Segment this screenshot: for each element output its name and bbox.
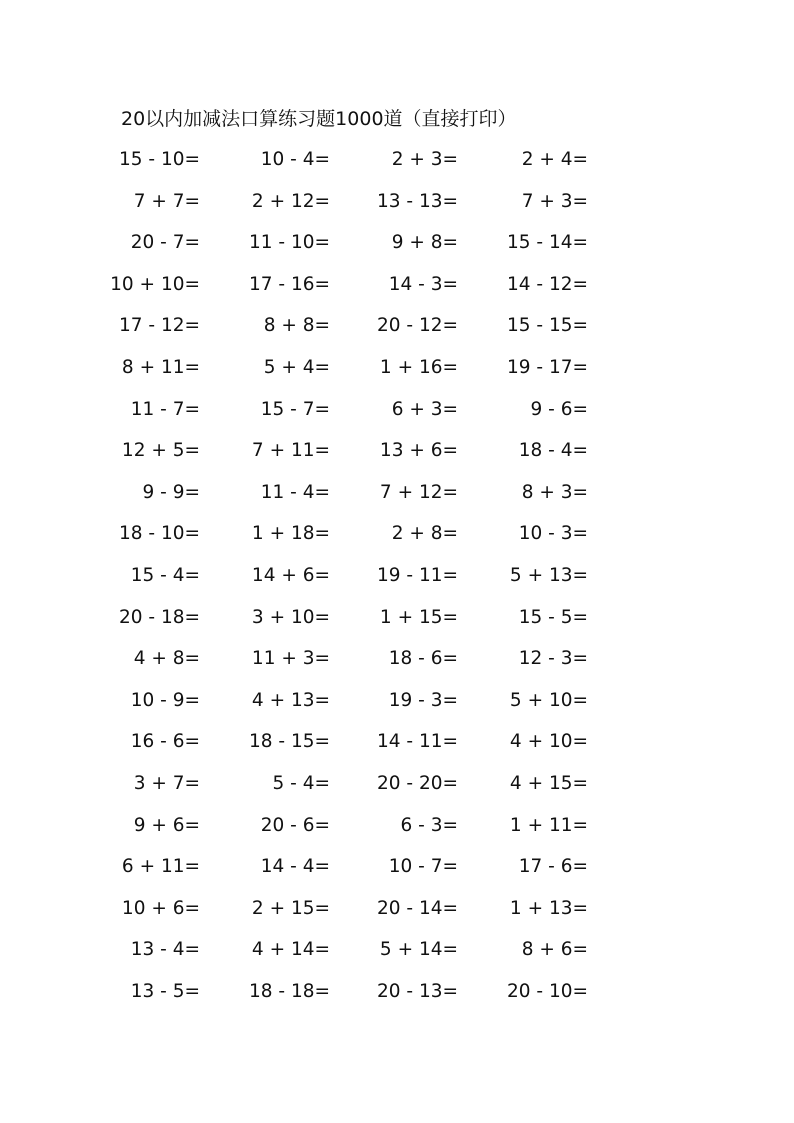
problem-item: 4 + 14= [251, 939, 330, 961]
problem-item: 4 + 10= [509, 731, 588, 753]
problem-item: 5 + 13= [509, 564, 588, 586]
problem-item: 11 + 3= [251, 648, 330, 670]
problem-item: 13 - 5= [130, 980, 200, 1002]
problem-item: 10 - 3= [518, 523, 588, 545]
problem-item: 3 + 10= [251, 606, 330, 628]
problem-item: 8 + 3= [521, 481, 588, 503]
problem-item: 14 - 12= [506, 273, 588, 295]
problem-item: 7 + 11= [251, 440, 330, 462]
problem-item: 1 + 11= [509, 814, 588, 836]
problem-item: 1 + 13= [509, 897, 588, 919]
problem-item: 18 - 4= [518, 440, 588, 462]
problem-item: 6 - 3= [400, 814, 458, 836]
problem-row [0, 977, 794, 1019]
problem-item: 11 - 4= [260, 481, 330, 503]
problem-item: 9 + 6= [133, 814, 200, 836]
problem-row [0, 395, 794, 437]
problem-item: 4 + 15= [509, 772, 588, 794]
problem-item: 18 - 15= [248, 731, 330, 753]
problem-item: 20 - 20= [376, 772, 458, 794]
problem-item: 9 + 8= [391, 232, 458, 254]
problem-row [0, 270, 794, 312]
problem-item: 12 + 5= [121, 440, 200, 462]
problem-item: 20 - 6= [260, 814, 330, 836]
problem-item: 12 - 3= [518, 648, 588, 670]
problem-row [0, 644, 794, 686]
problem-item: 2 + 8= [391, 523, 458, 545]
problem-item: 20 - 14= [376, 897, 458, 919]
problem-item: 15 - 5= [518, 606, 588, 628]
problem-item: 11 - 7= [130, 398, 200, 420]
problem-row [0, 311, 794, 353]
problem-item: 14 + 6= [251, 564, 330, 586]
problem-item: 1 + 16= [379, 356, 458, 378]
problem-item: 14 - 11= [376, 731, 458, 753]
problem-item: 2 + 12= [251, 190, 330, 212]
problem-item: 10 - 7= [388, 856, 458, 878]
problem-item: 18 - 18= [248, 980, 330, 1002]
problem-item: 4 + 8= [133, 648, 200, 670]
problem-item: 13 - 4= [130, 939, 200, 961]
problem-item: 13 - 13= [376, 190, 458, 212]
problem-item: 10 + 10= [110, 273, 200, 295]
problem-row [0, 686, 794, 728]
problem-item: 9 - 6= [530, 398, 588, 420]
problem-item: 15 - 10= [118, 149, 200, 170]
problem-item: 19 - 3= [388, 689, 458, 711]
problem-item: 2 + 4= [521, 149, 588, 170]
problem-item: 1 + 15= [379, 606, 458, 628]
problem-item: 3 + 7= [133, 772, 200, 794]
problem-item: 13 + 6= [379, 440, 458, 462]
problem-item: 16 - 6= [130, 731, 200, 753]
worksheet-title: 20以内加减法口算练习题1000道（直接打印） [121, 108, 517, 130]
problem-item: 10 - 4= [260, 149, 330, 170]
problem-item: 7 + 12= [379, 481, 458, 503]
problem-item: 7 + 3= [521, 190, 588, 212]
problem-item: 5 - 4= [272, 772, 330, 794]
problem-item: 8 + 11= [121, 356, 200, 378]
problem-item: 20 - 7= [130, 232, 200, 254]
problem-item: 2 + 15= [251, 897, 330, 919]
problem-item: 5 + 4= [263, 356, 330, 378]
problem-item: 1 + 18= [251, 523, 330, 545]
problem-item: 19 - 11= [376, 564, 458, 586]
problem-row [0, 935, 794, 977]
problem-item: 10 - 9= [130, 689, 200, 711]
problem-item: 15 - 4= [130, 564, 200, 586]
problem-row [0, 353, 794, 395]
problem-item: 20 - 18= [118, 606, 200, 628]
problem-item: 11 - 10= [248, 232, 330, 254]
problem-row [0, 603, 794, 645]
problem-item: 14 - 3= [388, 273, 458, 295]
problem-item: 20 - 10= [506, 980, 588, 1002]
problem-item: 15 - 7= [260, 398, 330, 420]
problem-item: 5 + 10= [509, 689, 588, 711]
problem-item: 19 - 17= [506, 356, 588, 378]
problem-row [0, 561, 794, 603]
problem-row [0, 769, 794, 811]
problem-row [0, 727, 794, 769]
problem-row [0, 894, 794, 936]
problem-item: 2 + 3= [391, 149, 458, 170]
problem-item: 6 + 11= [121, 856, 200, 878]
problem-item: 6 + 3= [391, 398, 458, 420]
problem-item: 15 - 14= [506, 232, 588, 254]
problem-row [0, 145, 794, 187]
problem-item: 20 - 13= [376, 980, 458, 1002]
problem-item: 4 + 13= [251, 689, 330, 711]
problem-item: 17 - 6= [518, 856, 588, 878]
problem-item: 8 + 8= [263, 315, 330, 337]
problem-row [0, 187, 794, 229]
problem-row [0, 519, 794, 561]
problem-item: 20 - 12= [376, 315, 458, 337]
problem-grid [0, 145, 794, 1018]
problem-item: 15 - 15= [506, 315, 588, 337]
problem-row [0, 478, 794, 520]
problem-item: 17 - 12= [118, 315, 200, 337]
problem-item: 18 - 10= [118, 523, 200, 545]
problem-item: 10 + 6= [121, 897, 200, 919]
problem-row [0, 228, 794, 270]
problem-item: 5 + 14= [379, 939, 458, 961]
problem-item: 18 - 6= [388, 648, 458, 670]
problem-item: 17 - 16= [248, 273, 330, 295]
problem-row [0, 852, 794, 894]
problem-item: 14 - 4= [260, 856, 330, 878]
problem-item: 9 - 9= [142, 481, 200, 503]
problem-item: 7 + 7= [133, 190, 200, 212]
problem-row [0, 436, 794, 478]
problem-item: 8 + 6= [521, 939, 588, 961]
problem-row [0, 811, 794, 853]
